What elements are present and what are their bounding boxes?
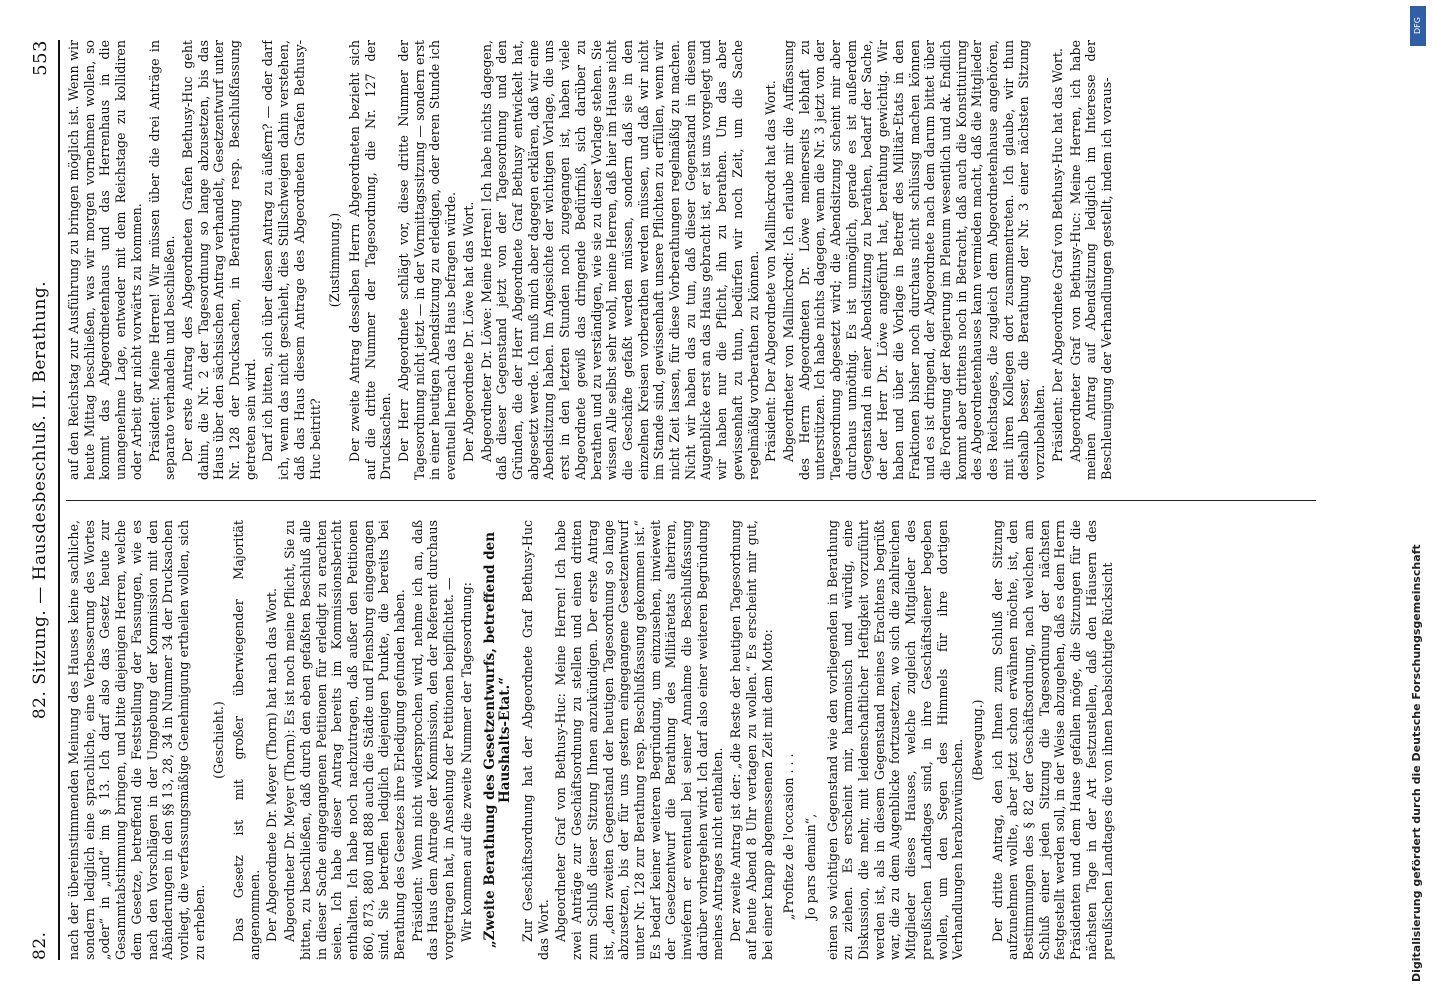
page-header	[30, 40, 60, 960]
motto-line: Jo pars demain“,	[802, 813, 818, 920]
paragraph: Der dritte Antrag, den ich Ihnen zum Schluß der Sitzung aufzunehmen wollte, aber jetzt schon erwähnen möchte, ist, den Bestimmungen des § 82 der Geschäftsordnung, nach welchen am Schluß einer jeden Sitzung die Tagesordnung der nächsten festgestellt werden soll, in der Weise abzugehen, daß es dem Herrn Präsidenten und dem Hause gefallen möge, die Sitzungen für die nächsten Tage in der Art festzustellen, daß den Häusern des preußischen Landtages die von ihnen beabsichtigte Rücksicht	[989, 520, 1115, 960]
paragraph: Der Herr Abgeordnete schlägt vor, diese dritte Nummer der Tagesordnung nicht jetzt — in der Vormittagssitzung — sondern erst in einer heutigen Abendsitzung zu erledigen, oder deren Stunde ich eventuell hernach das Haus befragen würde.	[396, 40, 459, 480]
paragraph: Der zweite Antrag desselben Herrn Abgeordneten bezieht sich auf die dritte Nummer der Tagesordnung, die Nr. 127 der Drucksachen.	[346, 40, 394, 480]
paragraph: Abgeordneter Graf von Bethusy-Huc: Meine Herren! Ich habe zwei Anträge zur Geschäftsordnung zu stellen und einen dritten zum Schluß dieser Sitzung Ihnen anzukündigen. Der erste Antrag ist, „den zweiten Gegenstand der heutigen Tagesordnung so lange abzusetzen, bis der für uns gestern eingegangene Gesetzentwurf unter Nr. 128 zur Berathung resp. Beschlußfassung gekommen ist.“ Es bedarf keiner weiteren Begründung, um einzusehen, inwieweit der Gesetzentwurf die Berathung des Militäretats alteriren, inwiefern er eventuell bei seiner Annahme die Beschlußfassung darüber vorhergehen wird. Ich darf also einer weiteren Begründung meines Antrages nicht enthalten.	[553, 520, 726, 960]
paragraph: Wir kommen auf die zweite Nummer der Tagesordnung:	[458, 582, 474, 942]
paragraph: Präsident: Der Abgeordnete Graf von Bethusy-Huc hat das Wort.	[1049, 48, 1065, 462]
page-number: 553	[30, 40, 51, 76]
agenda-heading: „Zweite Berathung des Gesetzentwurfs, betreffend den Haushalts-Etat.“	[481, 531, 514, 949]
page-running-title: 82. Sitzung. — Hausdesbeschluß. II. Berathung.	[30, 280, 50, 720]
right-column	[66, 40, 1316, 480]
paragraph: Abgeordneter von Mallinckrodt: Ich erlaube mir die Auffassung des Herrn Abgeordneten Dr. Löwe meinerseits lebhaft zu unterstützen. Ich habe nichts dagegen, wenn die Nr. 3 jetzt von der Tagesordnung abgesetzt wird; die Abendsitzung scheint mir aber durchaus unnöthig. Es ist unmöglich, gerade es ist außerdem Gegenstand in einer Abendsitzung zu berathen, bedarf der Sache, der der Herr Dr. Löwe angeführt hat, berathung gewichtig. Wir haben und über die Vorlage in Betreff des Militär-Etats in den Fraktionen bisher noch durchaus nicht schlüssig machen können und es ist dringend, der Abgeordnete nach dem darum bittet über die Forderung der Regierung im Plenum wesentlich und ak. Endlich kommt aber drittens noch in Betracht, daß auch die Konstituirung des Abgeordnetenhauses kann vermieden macht, daß die Mitglieder des Reichstages, die zugleich dem Abgeordnetenhause angehören, mit ihren Kollegen dort zusammentreten. Ich glaube, wir thun deshalb besser, die Berathung der Nr. 3 einer nächsten Sitzung vorzubehalten.	[780, 40, 1048, 480]
paragraph: Präsident: Der Abgeordnete von Mallinckrodt hat das Wort.	[763, 80, 779, 462]
paragraph: auf den Reichstag zur Ausführung zu bringen möglich ist. Wenn wir heute Mittag beschließen, was wir morgen vornehmen wollen, so kommt das Abgeordnetenhaus und das Herrenhaus in die unangenehme Lage, entweder mit dem Reichstage zu kollidiren oder Arbeit gar nicht vorwärts zu kommen.	[66, 40, 144, 480]
funding-notice: Digitalisierung gefördert durch die Deutsche Forschungsgemeinschaft	[1410, 544, 1423, 982]
session-number: 82.	[30, 931, 50, 960]
stage-direction: (Geschieht.)	[211, 701, 227, 779]
paragraph: Das Gesetz ist mit großer überwiegender Majorität angenommen.	[231, 520, 262, 960]
paragraph: Der erste Antrag des Abgeordneten Grafen Bethusy-Huc geht dahin, die Nr. 2 der Tagesordnung so lange abzusetzen, bis das Haus über den sächsischen Antrag verhandelt, Gesetzentwurf unter Nr. 128 der Drucksachen, in Berathung resp. Beschlußfassung getreten sein wird.	[179, 40, 258, 480]
paragraph: nach der übereinstimmenden Meinung des Hauses keine sachliche, sondern lediglich eine sprachliche, eine Verbesserung des Wortes „oder“ in „und“ im § 13. Ich darf also das Gesetz heute zur Gesammtabstimmung bringen, und bitte diejenigen Herren, welche dem Gesetze, betreffend die Feststellung der Fassungen, wie es nach den Vorschlägen in der Umgebung der Kommission mit den Abänderungen in den §§ 13, 28, 34 in Nummer 34 der Drucksachen vorliegt, die verfassungsmäßige Genehmigung ertheilen wollen, sich zu erheben.	[66, 520, 207, 960]
paragraph: Der Abgeordnete Dr. Löwe hat das Wort.	[460, 201, 476, 462]
paragraph: Präsident: Wenn nicht widersprochen wird, nehme ich an, daß das Haus dem Antrage der Kommission, den der Referent durchaus vorgetragen hat, in Ansehung der Petitionen beipflichtet. —	[409, 520, 457, 960]
column-divider	[66, 500, 1316, 501]
paragraph: Abgeordneter Graf von Bethusy-Huc: Meine Herren, ich habe meinen Antrag auf Abendsitzung lediglich im Interesse der Beschleunigung der Verhandlungen gestellt, indem ich voraus-	[1067, 40, 1114, 480]
motto-line: „Profitez de l'occasion . . .	[781, 753, 797, 920]
funding-sidebar	[1404, 0, 1430, 1000]
left-column	[66, 520, 1316, 960]
paragraph: Darf ich bitten, sich über diesen Antrag zu äußern? — oder darf ich, wenn das nicht geschieht, dies Stillschweigen dahin verstehen, daß das Haus diesem Antrage des Abgeordneten Grafen Bethusy-Huc beitritt?	[260, 40, 323, 480]
paragraph: Der Abgeordnete Dr. Meyer (Thorn) hat nach das Wort.	[264, 588, 280, 942]
paragraph: Zur Geschäftsordnung hat der Abgeordnete Graf Bethusy-Huc das Wort.	[519, 520, 551, 960]
stage-direction: (Bewegung.)	[969, 699, 985, 781]
dfg-logo: DFG	[1410, 6, 1426, 46]
stage-direction: (Zustimmung.)	[327, 212, 343, 308]
paragraph: einen so wichtigen Gegenstand wie den vorliegenden in Berathung zu ziehen. Es erscheint mir, harmonisch und würdig, eine Diskussion, die mehr, mit leidenschaftlicher Heftigkeit vorzuführt werden ist, als in diesem Gegenstand meines Erachtens begrüßt war, die zu dem Augenblicke fortzusetzen, wo sich die zahlreichen Mitglieder dieses Hauses, welche zugleich Mitglieder des preußischen Landtages sind, in ihre Geschäftsdiener begeben wollen, um den Segen des Himmels für ihre dortigen Verhandlungen herabzuwünschen.	[824, 520, 966, 960]
paragraph: Präsident: Meine Herren! Wir müssen über die drei Anträge in separato verhandeln und beschließen.	[146, 40, 178, 480]
header-rule	[58, 40, 60, 960]
paragraph: Abgeordneter Dr. Meyer (Thorn): Es ist noch meine Pflicht, Sie zu bitten, zu beschließen, daß durch den eben gefaßten Beschluß alle in dieser Sache eingegangenen Petitionen für erledigt zu erachten seien. Ich habe dieser Antrag bereits im Kommissionsbericht enthalten. Ich habe noch nachzutragen, daß außer den Petitionen 860, 873, 880 und 888 auch die Städte und Flensburg eingegangen sind. Sie betreffen lediglich diejenigen Punkte, die bereits bei Berathung des Gesetzes ihre Erledigung gefunden haben.	[282, 520, 408, 960]
paragraph: Abgeordneter Dr. Löwe: Meine Herren! Ich habe nichts dagegen, daß dieser Gegenstand jetzt von der Tagesordnung und den Gründen, die der Herr Abgeordnete Graf Bethusy entwickelt hat, abgesetzt werde. Ich muß mich aber dagegen erklären, daß wir eine Abendsitzung haben. Im Angesichte der wichtigen Vorlage, die uns erst in den letzten Stunden noch zugegangen ist, haben viele Abgeordnete gewiß das dringende Bedürfniß, sich darüber zu berathen und zu verständigen, wie sie zu dieser Vorlage stehen. Sie wissen Alle selbst sehr wohl, meine Herren, daß hier im Hause nicht die Geschäfte gefaßt werden müssen, sondern daß sie in den einzelnen Kreisen vorberathen werden müssen, und daß wir nicht im Stande sind, gewissenhaft unsere Pflichten zu erfüllen, wenn wir nicht Zeit lassen, für diese Vorberathungen regelmäßig zu machen. Nicht wir haben das zu tun, daß dieser Gegenstand in diesem Augenblicke erst an das Haus gebracht ist, er ist uns vorgelegt und wir haben nur die Pflicht, ihn zu berathen. Um das aber gewissenhaft zu thun, bedürfen wir noch Zeit, um die Sache regelmäßig vorberathen zu können.	[478, 40, 761, 480]
paragraph: Der zweite Antrag ist der: „die Reste der heutigen Tagesordnung auf heute Abend 8 Uhr vertagen zu wollen.“ Es erscheint mir gut, bei einer knapp abgemessenen Zeit mit dem Motto:	[728, 520, 775, 960]
